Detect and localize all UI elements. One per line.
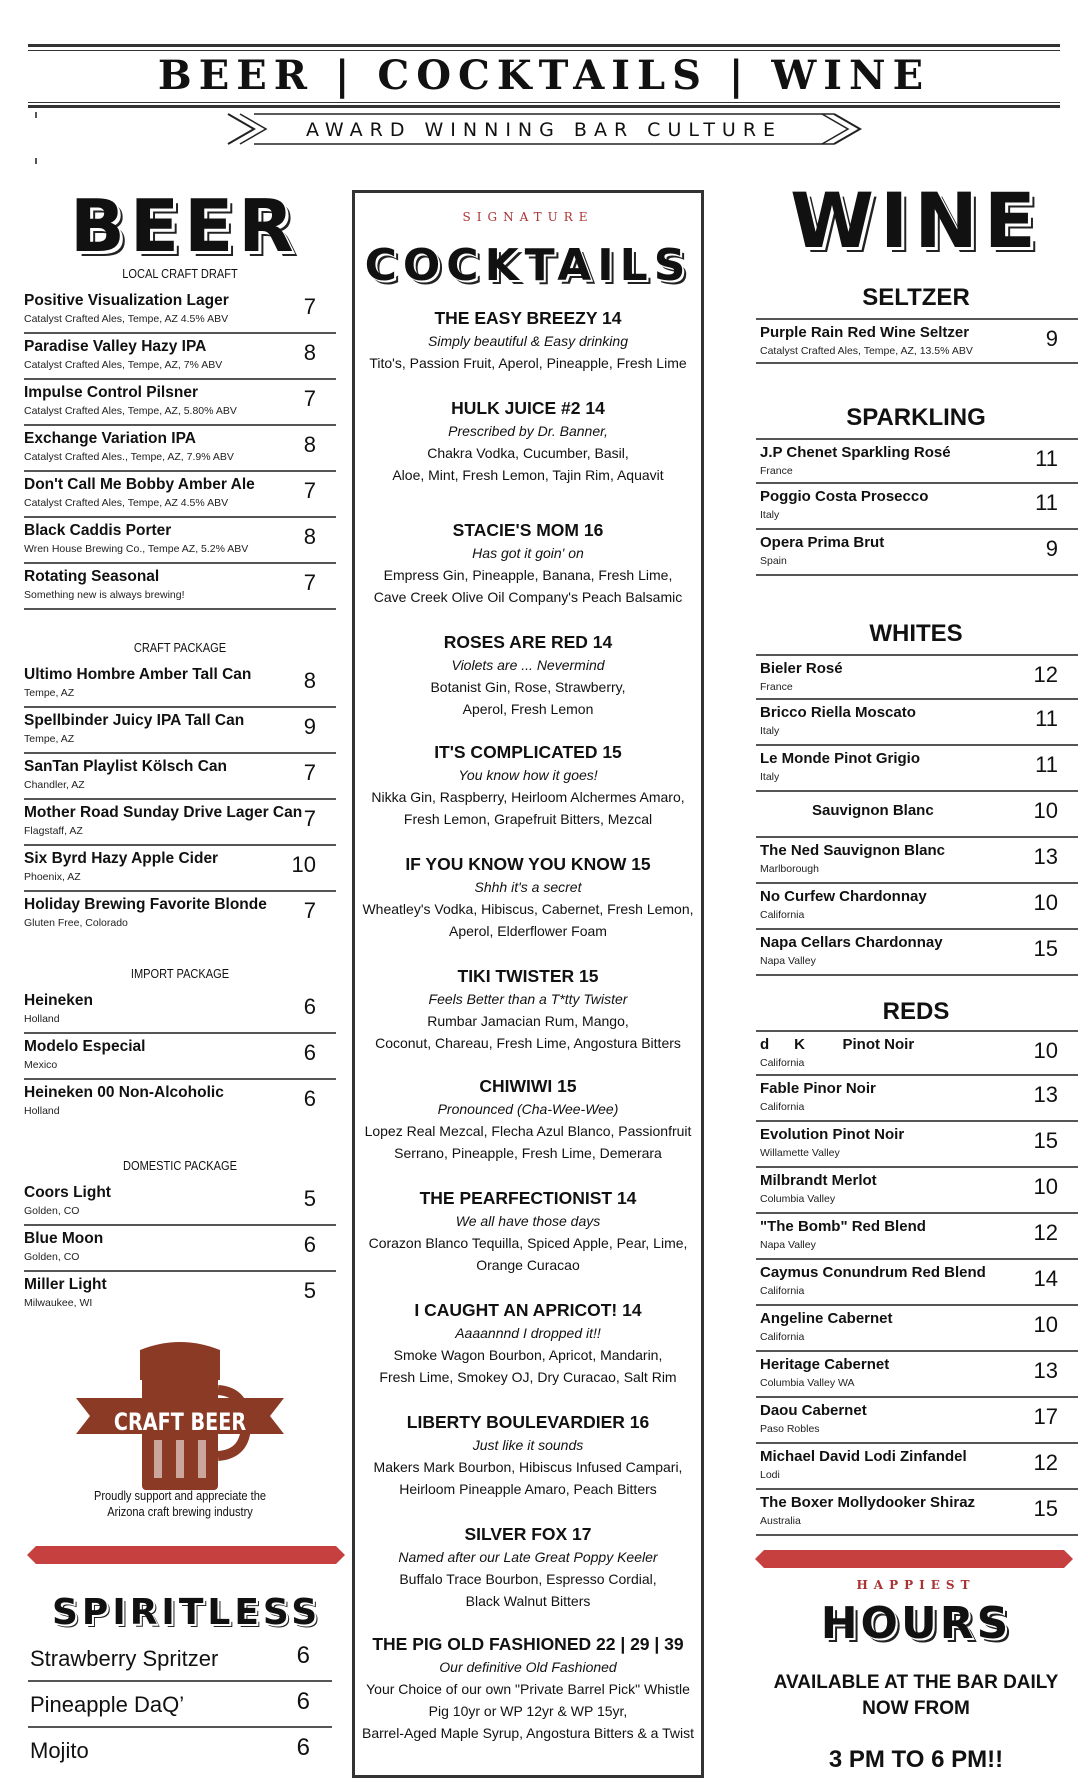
wine-name: Le Monde Pinot Grigio xyxy=(760,750,920,767)
wine-item xyxy=(756,1490,1078,1536)
cocktail-ingredients: Nikka Gin, Raspberry, Heirloom Alchermes Amaro, xyxy=(371,789,685,805)
wine-name: Bricco Riella Moscato xyxy=(760,704,916,721)
wine-price: 11 xyxy=(1035,706,1058,731)
header-rule-bottom xyxy=(28,105,1060,108)
beer-name: Exchange Variation IPA xyxy=(24,430,196,447)
cocktail-item xyxy=(356,1074,700,1164)
beer-item xyxy=(24,1080,336,1126)
cocktail-name: THE EASY BREEZY 14 xyxy=(434,308,622,328)
wine-region: California xyxy=(760,1331,805,1343)
beer-item xyxy=(24,892,336,938)
wine-item xyxy=(756,884,1078,930)
beer-origin: Catalyst Crafted Ales, Tempe, AZ, 5.80% ABV xyxy=(24,405,237,417)
wine-region: Italy xyxy=(760,725,780,737)
beer-item xyxy=(24,754,336,800)
cocktail-ingredients: Wheatley's Vodka, Hibiscus, Cabernet, Fresh Lemon, xyxy=(362,901,694,917)
section-title-domestic-package: DOMESTIC PACKAGE xyxy=(122,1158,238,1173)
beer-item xyxy=(24,288,336,334)
wine-price: 12 xyxy=(1033,1220,1058,1245)
cocktail-tagline: Feels Better than a T*tty Twister xyxy=(428,991,628,1007)
wine-price: 10 xyxy=(1033,1312,1058,1337)
section-title-craft-package: CRAFT PACKAGE xyxy=(133,640,227,655)
cocktails-heading: COCKTAILS xyxy=(364,240,692,291)
wine-name: Evolution Pinot Noir xyxy=(760,1126,905,1143)
cocktail-name: IT'S COMPLICATED 15 xyxy=(434,742,622,762)
cocktail-name: CHIWIWI 15 xyxy=(479,1076,577,1096)
wine-price: 11 xyxy=(1035,446,1058,471)
beer-item xyxy=(24,708,336,754)
cocktail-ingredients: Pig 10yr or WP 12yr & WP 15yr, xyxy=(428,1703,628,1719)
wine-region: California xyxy=(760,1101,805,1113)
beer-origin: Gluten Free, Colorado xyxy=(24,917,128,929)
wine-price: 9 xyxy=(1045,326,1058,351)
wine-item xyxy=(756,654,1078,700)
wine-item xyxy=(756,930,1078,976)
divider-banner-right xyxy=(764,1550,1064,1568)
cocktail-name: ROSES ARE RED 14 xyxy=(443,632,613,652)
beer-name: Modelo Especial xyxy=(24,1038,146,1055)
margin-mark xyxy=(35,158,37,164)
beer-origin: Mexico xyxy=(24,1059,58,1071)
cocktail-tagline: Named after our Late Great Poppy Keeler xyxy=(398,1549,658,1565)
cocktails-kicker: SIGNATURE xyxy=(462,210,594,224)
cocktail-ingredients: Chakra Vodka, Cucumber, Basil, xyxy=(427,445,629,461)
beer-name: Don't Call Me Bobby Amber Ale xyxy=(24,476,255,493)
spiritless-item xyxy=(28,1682,332,1728)
cocktail-tagline: Pronounced (Cha-Wee-Wee) xyxy=(437,1101,619,1117)
spiritless-name: Strawberry Spritzer xyxy=(30,1646,219,1671)
beer-price: 6 xyxy=(303,1232,316,1257)
beer-origin: Chandler, AZ xyxy=(24,779,85,791)
beer-item xyxy=(24,1226,336,1272)
cocktail-ingredients: Lopez Real Mezcal, Flecha Azul Blanco, Passionfruit xyxy=(364,1123,692,1139)
cocktail-ingredients: Black Walnut Bitters xyxy=(465,1593,591,1609)
wine-item xyxy=(756,700,1078,746)
wine-price: 10 xyxy=(1033,1038,1058,1063)
cocktail-item xyxy=(356,306,700,374)
wine-name: Caymus Conundrum Red Blend xyxy=(760,1264,986,1281)
beer-price: 10 xyxy=(291,852,316,877)
wine-name: Fable Pinor Noir xyxy=(760,1080,876,1097)
wine-name: Heritage Cabernet xyxy=(760,1356,890,1373)
beer-name: Spellbinder Juicy IPA Tall Can xyxy=(24,712,245,729)
beer-item xyxy=(24,988,336,1034)
wine-region: Paso Robles xyxy=(760,1423,820,1435)
support-line-2: Arizona craft brewing industry xyxy=(107,1504,253,1519)
wine-item xyxy=(756,1352,1078,1398)
cocktail-ingredients: Fresh Lemon, Grapefruit Bitters, Mezcal xyxy=(403,811,653,827)
wine-name: The Ned Sauvignon Blanc xyxy=(760,842,946,859)
happy-hour-kicker: HAPPIEST xyxy=(856,1578,976,1592)
wine-price: 10 xyxy=(1033,890,1058,915)
wine-region: Columbia Valley xyxy=(760,1193,836,1205)
wine-item xyxy=(756,1260,1078,1306)
beer-price: 9 xyxy=(303,714,316,739)
cocktail-ingredients: Coconut, Chareau, Fresh Lime, Angostura Bitters xyxy=(375,1035,681,1051)
happy-hour-time: 3 PM TO 6 PM!! xyxy=(828,1746,1004,1773)
cocktail-ingredients: Rumbar Jamacian Rum, Mango, xyxy=(427,1013,629,1029)
cocktail-tagline: Has got it goin' on xyxy=(472,545,584,561)
wine-name: Poggio Costa Prosecco xyxy=(760,488,929,505)
wine-region: Australia xyxy=(760,1515,801,1527)
beer-item xyxy=(24,334,336,380)
wine-name: Napa Cellars Chardonnay xyxy=(760,934,943,951)
beer-price: 6 xyxy=(303,1040,316,1065)
happy-hour-line-2: NOW FROM xyxy=(862,1698,970,1719)
wine-price: 17 xyxy=(1033,1404,1058,1429)
beer-name: Miller Light xyxy=(24,1276,107,1293)
wine-name: Angeline Cabernet xyxy=(760,1310,893,1327)
cocktail-name: THE PIG OLD FASHIONED 22 | 29 | 39 xyxy=(372,1634,684,1654)
beer-origin: Holland xyxy=(24,1105,60,1117)
wine-region: Napa Valley xyxy=(760,955,816,967)
wine-item xyxy=(756,1444,1078,1490)
wine-name: No Curfew Chardonnay xyxy=(760,888,927,905)
wine-name: Daou Cabernet xyxy=(760,1402,867,1419)
beer-item xyxy=(24,1180,336,1226)
cocktail-tagline: We all have those days xyxy=(455,1213,601,1229)
wine-item xyxy=(756,1214,1078,1260)
cocktail-item xyxy=(356,1410,700,1500)
margin-mark xyxy=(35,112,37,118)
wine-name: Bieler Rosé xyxy=(760,660,843,677)
beer-origin: Tempe, AZ xyxy=(24,733,75,745)
beer-item xyxy=(24,1272,336,1318)
wine-region: California xyxy=(760,909,805,921)
wine-name: Milbrandt Merlot xyxy=(760,1172,877,1189)
wine-price: 13 xyxy=(1033,1082,1058,1107)
cocktail-ingredients: Barrel-Aged Maple Syrup, Angostura Bitters & a Twist xyxy=(361,1725,694,1741)
wine-item xyxy=(756,1076,1078,1122)
tagline: AWARD WINNING BAR CULTURE xyxy=(305,119,783,141)
cocktail-ingredients: Smoke Wagon Bourbon, Apricot, Mandarin, xyxy=(393,1347,663,1363)
wine-price: 11 xyxy=(1035,752,1058,777)
beer-origin: Milwaukee, WI xyxy=(24,1297,93,1309)
cocktail-tagline: Simply beautiful & Easy drinking xyxy=(428,333,628,349)
wine-name: Purple Rain Red Wine Seltzer xyxy=(760,324,970,341)
beer-item xyxy=(24,564,336,610)
beer-origin: Catalyst Crafted Ales, Tempe, AZ, 7% ABV xyxy=(24,359,223,371)
cocktail-ingredients: Aloe, Mint, Fresh Lemon, Tajin Rim, Aquavit xyxy=(392,467,664,483)
support-line-1: Proudly support and appreciate the xyxy=(93,1488,266,1503)
cocktail-ingredients: Makers Mark Bourbon, Hibiscus Infused Campari, xyxy=(373,1459,683,1475)
wine-price: 12 xyxy=(1033,662,1058,687)
spiritless-name: Pineapple DaQ’ xyxy=(30,1692,185,1717)
beer-name: Coors Light xyxy=(24,1184,111,1201)
beer-item xyxy=(24,472,336,518)
cocktail-ingredients: Serrano, Pineapple, Fresh Lime, Demerara xyxy=(394,1145,662,1161)
wine-name: The Boxer Mollydooker Shiraz xyxy=(760,1494,976,1511)
beer-origin: Phoenix, AZ xyxy=(24,871,81,883)
spiritless-price: 6 xyxy=(296,1642,310,1669)
beer-price: 6 xyxy=(303,1086,316,1111)
beer-name: Black Caddis Porter xyxy=(24,522,172,539)
beer-origin: Flagstaff, AZ xyxy=(24,825,83,837)
spiritless-price: 6 xyxy=(296,1688,310,1715)
wine-region: Lodi xyxy=(760,1469,780,1481)
cocktail-ingredients: Aperol, Elderflower Foam xyxy=(449,923,607,939)
wine-heading: WINE xyxy=(790,176,1042,265)
wine-item xyxy=(756,1306,1078,1352)
beer-origin: Catalyst Crafted Ales, Tempe, AZ 4.5% ABV xyxy=(24,313,229,325)
beer-price: 6 xyxy=(303,994,316,1019)
wine-region: Italy xyxy=(760,509,780,521)
wine-name: Sauvignon Blanc xyxy=(812,802,934,819)
wine-region: Catalyst Crafted Ales, Tempe, AZ, 13.5% ABV xyxy=(760,345,973,357)
wine-item xyxy=(756,792,1078,838)
beer-name: Heineken 00 Non-Alcoholic xyxy=(24,1084,224,1101)
wine-price: 10 xyxy=(1033,1174,1058,1199)
wine-price: 11 xyxy=(1035,490,1058,515)
wine-name: J.P Chenet Sparkling Rosé xyxy=(760,444,951,461)
wine-item xyxy=(756,318,1078,364)
page-title: BEER | COCKTAILS | WINE xyxy=(157,52,931,99)
wine-price: 15 xyxy=(1033,1496,1058,1521)
beer-price: 7 xyxy=(303,386,316,411)
header-rule-top xyxy=(28,44,1060,47)
cocktail-item xyxy=(356,396,700,486)
happy-hour-heading: HOURS xyxy=(820,1598,1012,1649)
wine-price: 13 xyxy=(1033,844,1058,869)
cocktail-ingredients: Orange Curacao xyxy=(476,1257,580,1273)
cocktail-ingredients: Cave Creek Olive Oil Company's Peach Balsamic xyxy=(373,589,683,605)
beer-name: Holiday Brewing Favorite Blonde xyxy=(24,896,267,913)
wine-name: Michael David Lodi Zinfandel xyxy=(760,1448,967,1465)
cocktail-tagline: Shhh it's a secret xyxy=(474,879,582,895)
cocktail-item xyxy=(356,630,700,720)
wine-region: France xyxy=(760,465,793,477)
wine-section-title: SELTZER xyxy=(862,284,970,311)
header-rule-bottom-thin xyxy=(28,102,1060,103)
beer-price: 7 xyxy=(303,478,316,503)
wine-item xyxy=(756,438,1078,484)
cocktail-tagline: Just like it sounds xyxy=(472,1437,584,1453)
wine-region: California xyxy=(760,1285,805,1297)
cocktail-item xyxy=(356,518,700,608)
cocktail-item xyxy=(356,1632,700,1744)
beer-price: 7 xyxy=(303,806,316,831)
spiritless-item xyxy=(28,1728,332,1774)
beer-item xyxy=(24,800,336,846)
cocktail-ingredients: Aperol, Fresh Lemon xyxy=(462,701,594,717)
cocktail-name: I CAUGHT AN APRICOT! 14 xyxy=(414,1300,642,1320)
beer-origin: Catalyst Crafted Ales., Tempe, AZ, 7.9% ABV xyxy=(24,451,234,463)
cocktail-name: HULK JUICE #2 14 xyxy=(451,398,605,418)
beer-price: 8 xyxy=(303,432,316,457)
beer-price: 7 xyxy=(303,570,316,595)
wine-name: d K Pinot Noir xyxy=(760,1036,915,1053)
spiritless-heading: SPIRITLESS xyxy=(52,1592,322,1633)
header-rule-top-thin xyxy=(28,50,1060,51)
wine-item xyxy=(756,838,1078,884)
wine-region: Willamette Valley xyxy=(760,1147,840,1159)
beer-item xyxy=(24,846,336,892)
wine-price: 9 xyxy=(1045,536,1058,561)
cocktail-item xyxy=(356,740,700,830)
wine-region: Italy xyxy=(760,771,780,783)
wine-item xyxy=(756,1168,1078,1214)
cocktail-item xyxy=(356,964,700,1054)
wine-region: Marlborough xyxy=(760,863,819,875)
cocktail-tagline: Aaaannnd I dropped it!! xyxy=(455,1325,601,1341)
wine-item xyxy=(756,530,1078,576)
wine-price: 14 xyxy=(1033,1266,1058,1291)
wine-region: Spain xyxy=(760,555,787,567)
cocktail-ingredients: Heirloom Pineapple Amaro, Peach Bitters xyxy=(399,1481,657,1497)
beer-price: 7 xyxy=(303,294,316,319)
wine-section-title: WHITES xyxy=(869,620,963,647)
wine-region: Columbia Valley WA xyxy=(760,1377,855,1389)
cocktail-ingredients: Buffalo Trace Bourbon, Espresso Cordial, xyxy=(399,1571,657,1587)
beer-origin: Golden, CO xyxy=(24,1205,80,1217)
wine-price: 15 xyxy=(1033,1128,1058,1153)
beer-price: 7 xyxy=(303,760,316,785)
wine-section-title: SPARKLING xyxy=(846,404,986,431)
beer-origin: Something new is always brewing! xyxy=(24,589,185,601)
cocktail-item xyxy=(356,1522,700,1612)
wine-section-title: REDS xyxy=(882,998,950,1025)
cocktail-item xyxy=(356,1298,700,1388)
cocktail-name: TIKI TWISTER 15 xyxy=(457,966,599,986)
cocktail-name: IF YOU KNOW YOU KNOW 15 xyxy=(405,854,651,874)
wine-price: 15 xyxy=(1033,936,1058,961)
beer-origin: Golden, CO xyxy=(24,1251,80,1263)
beer-name: Paradise Valley Hazy IPA xyxy=(24,338,207,355)
beer-item xyxy=(24,518,336,564)
beer-price: 8 xyxy=(303,340,316,365)
beer-origin: Holland xyxy=(24,1013,60,1025)
cocktail-ingredients: Your Choice of our own "Private Barrel Pick" Whistle xyxy=(366,1681,690,1697)
beer-heading: BEER xyxy=(70,184,299,268)
cocktail-item xyxy=(356,1186,700,1276)
beer-price: 7 xyxy=(303,898,316,923)
cocktail-ingredients: Corazon Blanco Tequilla, Spiced Apple, Pear, Lime, xyxy=(368,1235,688,1251)
beer-price: 5 xyxy=(303,1278,316,1303)
wine-price: 10 xyxy=(1033,798,1058,823)
beer-name: Rotating Seasonal xyxy=(24,568,160,585)
wine-name: "The Bomb" Red Blend xyxy=(760,1218,926,1235)
section-title-local-craft-draft: LOCAL CRAFT DRAFT xyxy=(122,266,238,281)
happy-hour-line-1: AVAILABLE AT THE BAR DAILY xyxy=(773,1672,1059,1693)
beer-name: SanTan Playlist Kölsch Can xyxy=(24,758,227,775)
wine-item xyxy=(756,484,1078,530)
wine-item xyxy=(756,1122,1078,1168)
beer-name: Mother Road Sunday Drive Lager Can xyxy=(24,804,303,821)
wine-name: Opera Prima Brut xyxy=(760,534,885,551)
cocktail-tagline: Prescribed by Dr. Banner, xyxy=(448,423,608,439)
beer-name: Blue Moon xyxy=(24,1230,104,1247)
cocktail-name: LIBERTY BOULEVARDIER 16 xyxy=(406,1412,650,1432)
cocktail-ingredients: Botanist Gin, Rose, Strawberry, xyxy=(430,679,626,695)
cocktail-name: THE PEARFECTIONIST 14 xyxy=(419,1188,637,1208)
beer-price: 8 xyxy=(303,668,316,693)
beer-name: Impulse Control Pilsner xyxy=(24,384,198,401)
beer-price: 5 xyxy=(303,1186,316,1211)
wine-region: Napa Valley xyxy=(760,1239,816,1251)
cocktail-tagline: Violets are ... Nevermind xyxy=(451,657,605,673)
wine-region: California xyxy=(760,1057,805,1069)
cocktail-item xyxy=(356,852,700,942)
wine-price: 12 xyxy=(1033,1450,1058,1475)
wine-item xyxy=(756,1398,1078,1444)
beer-price: 8 xyxy=(303,524,316,549)
divider-banner-left xyxy=(36,1546,336,1564)
beer-item xyxy=(24,426,336,472)
section-title-import-package: IMPORT PACKAGE xyxy=(130,966,230,981)
spiritless-name: Mojito xyxy=(30,1738,89,1763)
cocktail-tagline: Our definitive Old Fashioned xyxy=(439,1659,617,1675)
wine-price: 13 xyxy=(1033,1358,1058,1383)
beer-name: Ultimo Hombre Amber Tall Can xyxy=(24,666,252,683)
beer-item xyxy=(24,380,336,426)
beer-origin: Catalyst Crafted Ales, Tempe, AZ 4.5% ABV xyxy=(24,497,229,509)
beer-name: Heineken xyxy=(24,992,93,1009)
cocktail-ingredients: Empress Gin, Pineapple, Banana, Fresh Lime, xyxy=(383,567,673,583)
wine-item xyxy=(756,1030,1078,1076)
spiritless-price: 6 xyxy=(296,1734,310,1761)
beer-name: Six Byrd Hazy Apple Cider xyxy=(24,850,219,867)
cocktail-name: STACIE'S MOM 16 xyxy=(452,520,604,540)
spiritless-item xyxy=(28,1636,332,1682)
cocktail-ingredients: Tito's, Passion Fruit, Aperol, Pineapple, Fresh Lime xyxy=(369,355,687,371)
beer-item xyxy=(24,662,336,708)
craft-beer-badge-text: CRAFT BEER xyxy=(113,1408,247,1436)
support-text xyxy=(53,1488,308,1520)
beer-origin: Wren House Brewing Co., Tempe AZ, 5.2% ABV xyxy=(24,543,249,555)
cocktail-tagline: You know how it goes! xyxy=(458,767,598,783)
cocktail-ingredients: Fresh Lime, Smokey OJ, Dry Curacao, Salt Rim xyxy=(379,1369,677,1385)
beer-item xyxy=(24,1034,336,1080)
beer-name: Positive Visualization Lager xyxy=(24,292,229,309)
beer-origin: Tempe, AZ xyxy=(24,687,75,699)
wine-region: France xyxy=(760,681,793,693)
wine-item xyxy=(756,746,1078,792)
cocktail-name: SILVER FOX 17 xyxy=(464,1524,592,1544)
